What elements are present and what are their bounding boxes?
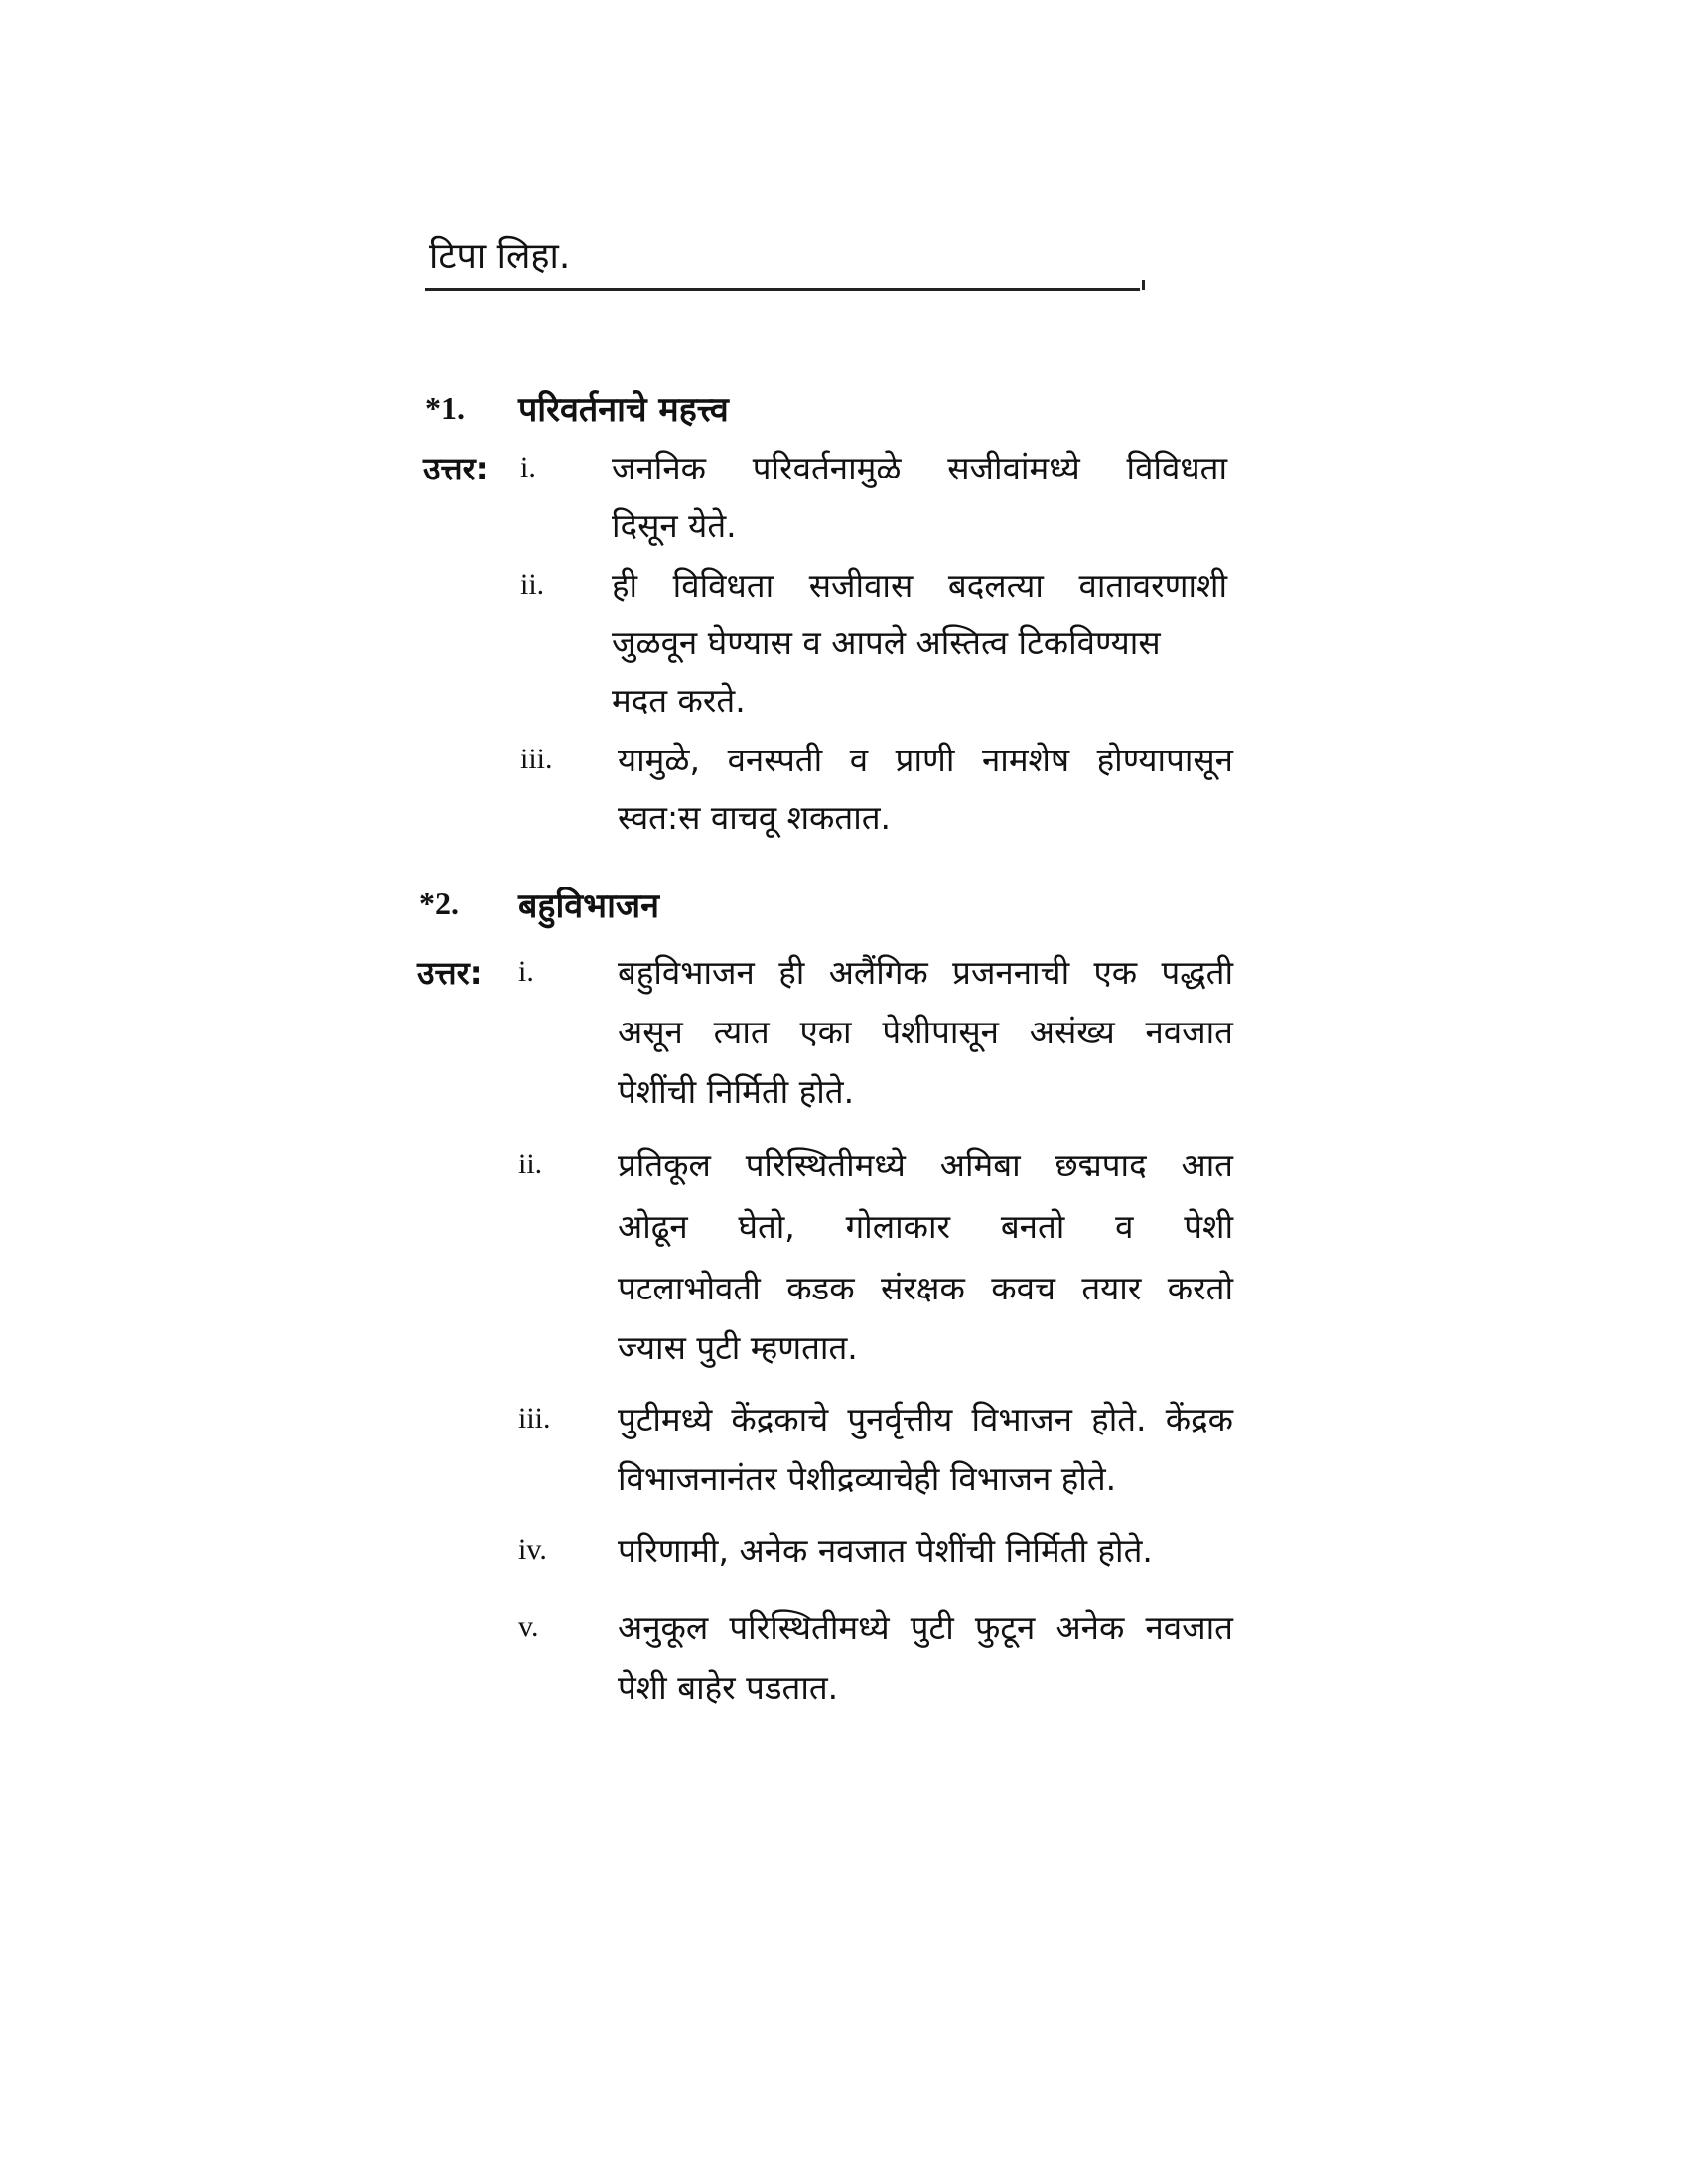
q2-point-2-numeral: ii. [518,1148,543,1180]
q2-point-4-line-1: परिणामी, अनेक नवजात पेशींची निर्मिती होते. [618,1531,1153,1570]
section-heading: टिपा लिहा. [429,236,571,277]
q1-point-1-line-2: दिसून येते. [612,506,737,545]
underline-tip [1134,280,1145,290]
q2-point-3-line-1: पुटीमध्ये केंद्रकाचे पुनर्वृत्तीय विभाजन होते. केंद्रक [618,1400,1233,1438]
q2-point-3-line-2: विभाजनानंतर पेशीद्रव्याचेही विभाजन होते. [618,1459,1117,1498]
question-2-answer-label: उत्तर: [417,954,483,992]
q1-point-1-line-1: जननिक परिवर्तनामुळे सजीवांमध्ये विविधता [612,449,1227,487]
q1-point-3-line-1: यामुळे, वनस्पती व प्राणी नामशेष होण्यापासून [618,741,1233,779]
q1-point-2-numeral: ii. [520,568,545,601]
q1-point-3-line-2: स्वत:स वाचवू शकतात. [618,798,892,837]
q2-point-2-line-1: प्रतिकूल परिस्थितीमध्ये अमिबा छद्मपाद आत [618,1146,1233,1184]
q2-point-4-numeral: iv. [518,1533,547,1566]
q1-point-2-line-1: ही विविधता सजीवास बदलत्या वातावरणाशी [612,566,1227,605]
q2-point-3-numeral: iii. [518,1402,551,1434]
question-1-title: परिवर्तनाचे महत्त्व [518,390,729,430]
q2-point-5-line-1: अनुकूल परिस्थितीमध्ये पुटी फुटून अनेक नवजात [618,1608,1233,1647]
q1-point-2-line-2: जुळवून घेण्यास व आपले अस्तित्व टिकविण्यास [612,623,1161,662]
q2-point-1-line-3: पेशींची निर्मिती होते. [618,1072,855,1111]
q2-point-2-line-3: पटलाभोवती कडक संरक्षक कवच तयार करतो [618,1269,1233,1307]
q1-point-2-line-3: मदत करते. [612,681,746,720]
heading-underline [425,288,1140,291]
q1-point-3-numeral: iii. [520,743,553,775]
q2-point-1-line-1: बहुविभाजन ही अलैंगिक प्रजननाची एक पद्धती [618,953,1233,992]
q2-point-1-line-2: असून त्यात एका पेशीपासून असंख्य नवजात [618,1013,1233,1051]
question-2-title: बहुविभाजन [518,887,659,926]
q1-point-1-numeral: i. [520,451,536,483]
question-2-number: *2. [419,886,459,921]
q2-point-2-line-2: ओढून घेतो, गोलाकार बनतो व पेशी [618,1207,1233,1246]
question-1-answer-label: उत्तर: [423,450,489,487]
q2-point-5-line-2: पेशी बाहेर पडतात. [618,1668,839,1706]
question-1-number: *1. [425,390,465,426]
q2-point-2-line-4: ज्यास पुटी म्हणतात. [618,1328,858,1367]
q2-point-1-numeral: i. [518,955,534,988]
q2-point-5-numeral: v. [518,1610,539,1643]
